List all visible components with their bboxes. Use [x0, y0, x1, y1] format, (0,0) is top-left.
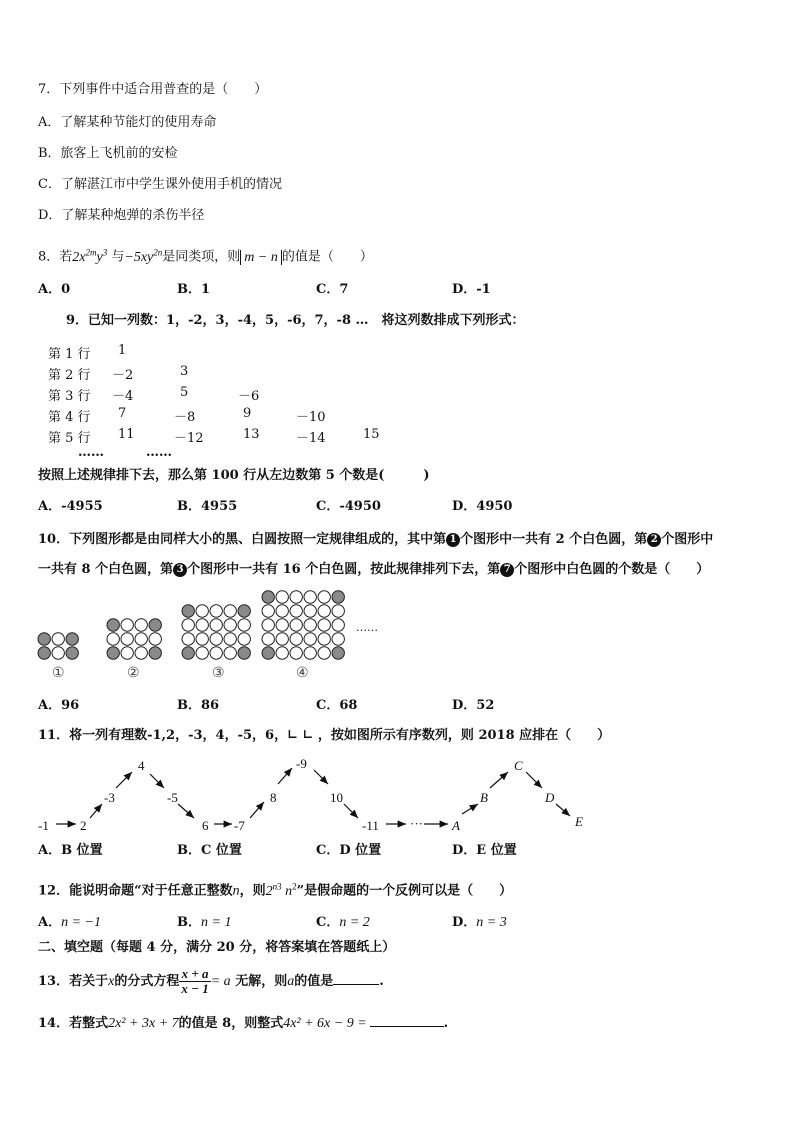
white-circle — [238, 633, 250, 645]
white-circle — [318, 619, 330, 631]
white-circle — [182, 633, 194, 645]
black-circle — [107, 619, 119, 631]
white-circle — [238, 619, 250, 631]
q12-option-b: B．n = 1 — [177, 915, 232, 930]
white-circle — [290, 619, 302, 631]
q7-option-a: A．了解某种节能灯的使用寿命 — [38, 115, 217, 130]
black-circle — [38, 647, 50, 659]
q7-stem: 7．下列事件中适合用普查的是（ ） — [38, 82, 268, 97]
white-circle — [332, 605, 344, 617]
black-circle — [182, 647, 194, 659]
q11-label-C: C — [514, 758, 523, 773]
white-circle — [318, 633, 330, 645]
row-label: 第 2 行 — [48, 368, 91, 383]
q10-option-a: A．96 — [38, 698, 80, 713]
q11-label-A: A — [452, 818, 460, 833]
q12-stem: 12．能说明命题“对于任意正整数n，则$2^{n3}$ $n^2$”是假命题的一个反例可以是（ ） — [38, 881, 513, 899]
q8-term1: $2x^{2m}y^3$ — [72, 247, 108, 265]
q11-stem: 11．将一列有理数-1,2，-3，4，-5，6，∟ ∟ ，按如图所示有序数列，则 2018 应排在（ ） — [38, 728, 611, 743]
q11-label-n1: -1 — [38, 818, 49, 833]
q11-label-8: 8 — [270, 790, 277, 805]
q10-line1: 10．下列图形都是由同样大小的黑、白圆按照一定规律组成的，其中第 1 个图形中一共有 2 个白色圆，第 2 个图形中 — [38, 532, 714, 547]
white-circle — [290, 605, 302, 617]
white-circle — [290, 647, 302, 659]
white-circle — [135, 647, 147, 659]
q9-stem: 9．已知一列数：1，-2，3，-4，5，-6，7，-8 … 将这列数排成下列形式： — [66, 313, 525, 328]
q11-label-E: E — [575, 814, 583, 829]
white-circle — [210, 647, 222, 659]
q10-option-c: C．68 — [316, 698, 358, 713]
white-circle — [304, 591, 316, 603]
q10-option-d: D．52 — [452, 698, 495, 713]
white-circle — [318, 647, 330, 659]
q9-option-a: A．-4955 — [38, 499, 103, 514]
white-circle — [276, 633, 288, 645]
q11-label-2: 2 — [80, 818, 87, 833]
q7-option-d: D．了解某种炮弹的杀伤半径 — [38, 208, 205, 223]
white-circle — [135, 619, 147, 631]
white-circle — [121, 619, 133, 631]
q11-label-n7: -7 — [234, 818, 245, 833]
row-label: 第 5 行 — [48, 431, 91, 446]
q14-answer-blank[interactable] — [370, 1014, 444, 1027]
q11-option-b: B．C 位置 — [177, 843, 242, 858]
white-circle — [332, 633, 344, 645]
white-circle — [332, 619, 344, 631]
white-circle — [182, 619, 194, 631]
white-circle — [318, 605, 330, 617]
black-circle — [149, 619, 161, 631]
white-circle — [210, 633, 222, 645]
q11-label-n5: -5 — [167, 790, 178, 805]
black-circle — [262, 591, 274, 603]
q9-option-b: B．4955 — [177, 499, 238, 514]
row-label: 第 4 行 — [48, 410, 91, 425]
q11-label-dots: ··· — [410, 816, 423, 831]
q11-option-c: C．D 位置 — [316, 843, 382, 858]
white-circle — [149, 633, 161, 645]
q11-label-n3: -3 — [104, 790, 115, 805]
black-circle — [238, 647, 250, 659]
white-circle — [52, 633, 64, 645]
q13-answer-blank[interactable] — [333, 972, 379, 985]
q8-stem: 8．若$2x^{2m}y^3$ 与$-5xy^{2n}$是同类项，则 m − n 的值是（ ） — [38, 247, 373, 265]
q14-stem: 14．若整式2x² + 3x + 7的值是 8，则整式4x² + 6x − 9 = . — [38, 1016, 449, 1031]
white-circle — [304, 605, 316, 617]
q10-line2: 一共有 8 个白色圆，第 3 个图形中一共有 16 个白色圆，按此规律排列下去，第 7 个图形中白色圆的个数是（ ） — [38, 562, 710, 577]
q13-stem: 13．若关于x的分式方程 $\frac{x + a}{x - 1}$ = a 无解，则a的值是 . — [38, 966, 384, 996]
white-circle — [262, 619, 274, 631]
q9-question: 按照上述规律排下去，那么第 100 行从左边数第 5 个数是( ) — [38, 468, 430, 483]
white-circle — [196, 647, 208, 659]
q11-option-a: A．B 位置 — [38, 843, 103, 858]
q9-option-c: C．-4950 — [316, 499, 381, 514]
black-circle — [238, 605, 250, 617]
white-circle — [276, 605, 288, 617]
q10-option-b: B．86 — [177, 698, 220, 713]
q11-label-4: 4 — [138, 758, 145, 773]
white-circle — [196, 605, 208, 617]
white-circle — [224, 605, 236, 617]
q12-option-a: A．n = −1 — [38, 915, 101, 930]
white-circle — [135, 633, 147, 645]
fig-label-4: ④ — [296, 665, 309, 681]
white-circle — [107, 633, 119, 645]
q11-label-B: B — [480, 790, 488, 805]
white-circle — [290, 633, 302, 645]
q11-zigzag-diagram — [0, 752, 794, 837]
white-circle — [276, 619, 288, 631]
q8-abs: m − n — [240, 250, 282, 265]
q10-circle-figures — [0, 585, 794, 685]
q11-label-n9: -9 — [296, 756, 307, 771]
q11-option-d: D．E 位置 — [452, 843, 517, 858]
fig-label-3: ③ — [212, 665, 225, 681]
row-label: 第 3 行 — [48, 389, 91, 404]
white-circle — [290, 591, 302, 603]
black-circle — [66, 633, 78, 645]
white-circle — [224, 619, 236, 631]
black-circle — [149, 647, 161, 659]
q8-term2: $-5xy^{2n}$ — [124, 247, 163, 265]
q13-fraction: $\frac{x + a}{x - 1}$ — [181, 966, 209, 996]
q9-option-d: D．4950 — [452, 499, 513, 514]
q11-label-6: 6 — [202, 818, 209, 833]
q8-option-a: A．0 — [38, 282, 71, 297]
fig-label-2: ② — [127, 665, 140, 681]
black-circle — [332, 647, 344, 659]
black-circle — [262, 647, 274, 659]
q11-label-10: 10 — [330, 790, 343, 805]
white-circle — [276, 591, 288, 603]
q7-option-b: B．旅客上飞机前的安检 — [38, 146, 178, 161]
white-circle — [210, 605, 222, 617]
black-circle — [182, 605, 194, 617]
white-circle — [196, 633, 208, 645]
fig-ellipsis: …… — [356, 621, 378, 634]
q12-option-d: D．n = 3 — [452, 915, 507, 930]
white-circle — [121, 633, 133, 645]
white-circle — [304, 619, 316, 631]
q8-option-b: B．1 — [177, 282, 211, 297]
white-circle — [262, 633, 274, 645]
black-circle — [107, 647, 119, 659]
q11-label-n11: -11 — [362, 818, 379, 833]
black-circle — [38, 633, 50, 645]
q8-option-c: C．7 — [316, 282, 349, 297]
row-label: 第 1 行 — [48, 347, 91, 362]
q8-option-d: D．-1 — [452, 282, 491, 297]
black-circle — [332, 591, 344, 603]
white-circle — [304, 633, 316, 645]
white-circle — [121, 647, 133, 659]
q7-option-c: C．了解湛江市中学生课外使用手机的情况 — [38, 177, 282, 192]
section-2-heading: 二、填空题（每题 4 分，满分 20 分，将答案填在答题纸上） — [38, 940, 396, 955]
white-circle — [210, 619, 222, 631]
white-circle — [196, 619, 208, 631]
white-circle — [304, 647, 316, 659]
white-circle — [262, 605, 274, 617]
q11-label-D: D — [545, 790, 555, 805]
white-circle — [276, 647, 288, 659]
white-circle — [52, 647, 64, 659]
white-circle — [224, 647, 236, 659]
white-circle — [318, 591, 330, 603]
fig-label-1: ① — [52, 665, 65, 681]
white-circle — [224, 633, 236, 645]
black-circle — [66, 647, 78, 659]
q12-option-c: C．n = 2 — [316, 915, 370, 930]
